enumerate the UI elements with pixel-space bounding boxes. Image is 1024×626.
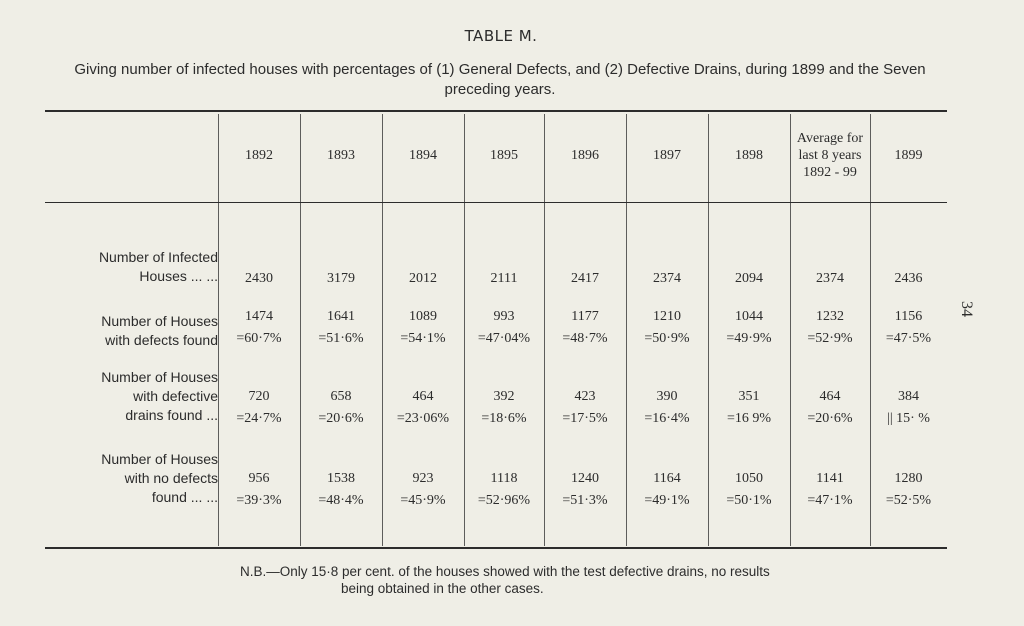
- table-cell: [464, 268, 544, 290]
- table-cell: [544, 386, 626, 430]
- table-cell: [382, 268, 464, 290]
- cell-count: 1641: [327, 309, 355, 324]
- table-cell: [708, 386, 790, 430]
- cell-count: 1050: [735, 471, 763, 486]
- cell-percentage: =23·06%: [396, 411, 450, 426]
- cell-percentage: || 15· %: [887, 411, 930, 426]
- cell-percentage: =45·9%: [400, 493, 446, 508]
- table-cell: [218, 306, 300, 350]
- row-label-line: drains found ...: [125, 407, 218, 423]
- cell-percentage: =16 9%: [726, 411, 772, 426]
- table-cell: [218, 386, 300, 430]
- cell-count: 923: [412, 471, 434, 486]
- table-cell: [464, 468, 544, 512]
- cell-percentage: =17·5%: [562, 411, 608, 426]
- cell-count: 392: [493, 389, 515, 404]
- table-cell: [870, 468, 947, 512]
- row-label-line: Number of Houses: [101, 369, 218, 385]
- cell-count: 2374: [816, 271, 844, 286]
- table-cell: [382, 306, 464, 350]
- cell-percentage: =52·5%: [885, 493, 932, 508]
- cell-count: 993: [493, 309, 515, 324]
- cell-count: 351: [738, 389, 760, 404]
- cell-count: 2430: [245, 271, 273, 286]
- table-cell: [544, 306, 626, 350]
- table-cell: [300, 268, 382, 290]
- table-cell: [218, 268, 300, 290]
- table-cell: [382, 468, 464, 512]
- cell-percentage: =20·6%: [807, 411, 853, 426]
- table-cell: [300, 386, 382, 430]
- table-cell: [382, 386, 464, 430]
- column-header: Average for last 8 years 1892 - 99: [796, 130, 864, 180]
- table-cell: [870, 268, 947, 290]
- cell-percentage: =48·4%: [318, 493, 364, 508]
- cell-percentage: =20·6%: [318, 411, 364, 426]
- table-cell: [790, 268, 870, 290]
- table-cell: [626, 468, 708, 512]
- row-label-line: found ... ...: [151, 489, 218, 505]
- footnote: [240, 563, 960, 597]
- cell-count: 464: [412, 389, 434, 404]
- cell-percentage: =52·9%: [807, 331, 853, 346]
- column-header: 1893: [327, 147, 355, 163]
- cell-percentage: =47·04%: [477, 331, 531, 346]
- table-cell: [300, 468, 382, 512]
- row-label-line: Number of Infected: [98, 249, 218, 265]
- cell-percentage: =39·3%: [236, 493, 282, 508]
- cell-percentage: =48·7%: [562, 331, 608, 346]
- cell-count: 423: [574, 389, 596, 404]
- header-underline: [45, 202, 947, 203]
- cell-percentage: =54·1%: [400, 331, 446, 346]
- cell-count: 658: [330, 389, 352, 404]
- cell-count: 720: [248, 389, 270, 404]
- cell-count: 1232: [816, 309, 844, 324]
- table-cell: [464, 386, 544, 430]
- table-cell: [218, 468, 300, 512]
- cell-count: 2094: [735, 271, 763, 286]
- table-cell: [870, 386, 947, 430]
- cell-count: 1538: [327, 471, 355, 486]
- cell-count: 3179: [327, 271, 355, 286]
- row-label: [40, 248, 218, 286]
- footnote-line-1: N.B.—Only 15·8 per cent. of the houses showed with the test defective drains, no results: [240, 564, 770, 579]
- column-header: 1894: [409, 147, 437, 163]
- table-cell: [626, 386, 708, 430]
- cell-percentage: =60·7%: [236, 331, 282, 346]
- table-subtitle: Giving number of infected houses with percentages of (1) General Defects, and (2) Defective Drains, during 1899 and the Seven preceding years.: [74, 61, 926, 98]
- cell-percentage: =52·96%: [477, 493, 531, 508]
- row-label-line: with defective: [133, 388, 218, 404]
- row-label-line: with defects found: [105, 332, 218, 348]
- table-title: TABLE M.: [464, 27, 538, 45]
- column-header: 1896: [571, 147, 599, 163]
- cell-count: 2417: [571, 271, 599, 286]
- table-cell: [544, 468, 626, 512]
- cell-count: 384: [898, 389, 919, 404]
- cell-percentage: =50·1%: [726, 493, 772, 508]
- table-cell: [790, 306, 870, 350]
- cell-percentage: =47·1%: [807, 493, 853, 508]
- cell-count: 464: [819, 389, 841, 404]
- table-cell: [708, 268, 790, 290]
- row-label: [40, 312, 218, 350]
- table-cell: [870, 306, 947, 350]
- row-label: [40, 368, 218, 425]
- cell-count: 2111: [490, 271, 518, 286]
- cell-percentage: =18·6%: [481, 411, 527, 426]
- cell-count: 956: [248, 471, 270, 486]
- column-header: 1897: [653, 147, 681, 163]
- cell-percentage: =16·4%: [644, 411, 690, 426]
- bottom-rule: [45, 547, 947, 549]
- table-cell: [626, 268, 708, 290]
- cell-count: 1210: [653, 309, 681, 324]
- cell-count: 1177: [571, 309, 599, 324]
- column-header: 1898: [735, 147, 763, 163]
- cell-count: 1164: [653, 471, 681, 486]
- cell-percentage: =49·9%: [726, 331, 772, 346]
- cell-percentage: =51·6%: [318, 331, 364, 346]
- table-cell: [790, 386, 870, 430]
- cell-count: 1280: [894, 471, 923, 486]
- cell-percentage: =49·1%: [644, 493, 690, 508]
- column-header: 1899: [894, 147, 923, 163]
- cell-count: 1089: [409, 309, 437, 324]
- cell-count: 2436: [894, 271, 923, 286]
- footnote-line-2: being obtained in the other cases.: [341, 581, 544, 596]
- row-label-line: Number of Houses: [101, 313, 218, 329]
- cell-count: 2012: [409, 271, 437, 286]
- row-label-line: Number of Houses: [101, 451, 218, 467]
- page-number: 34: [958, 301, 975, 317]
- cell-count: 390: [656, 389, 678, 404]
- column-header: 1892: [245, 147, 273, 163]
- table-cell: [708, 468, 790, 512]
- cell-percentage: =50·9%: [644, 331, 690, 346]
- cell-percentage: =24·7%: [236, 411, 282, 426]
- cell-count: 1474: [245, 309, 273, 324]
- cell-count: 1118: [490, 471, 518, 486]
- table-cell: [790, 468, 870, 512]
- table-cell: [544, 268, 626, 290]
- row-label-line: with no defects: [124, 470, 218, 486]
- table-cell: [708, 306, 790, 350]
- row-label-line: Houses ... ...: [139, 268, 218, 284]
- column-header: 1895: [490, 147, 518, 163]
- cell-percentage: =51·3%: [562, 493, 608, 508]
- cell-count: 1156: [894, 309, 923, 324]
- cell-count: 1240: [571, 471, 599, 486]
- table-cell: [626, 306, 708, 350]
- cell-percentage: =47·5%: [885, 331, 932, 346]
- table-cell: [464, 306, 544, 350]
- cell-count: 1141: [816, 471, 844, 486]
- cell-count: 2374: [653, 271, 681, 286]
- row-label: [40, 450, 218, 507]
- cell-count: 1044: [735, 309, 763, 324]
- table-cell: [300, 306, 382, 350]
